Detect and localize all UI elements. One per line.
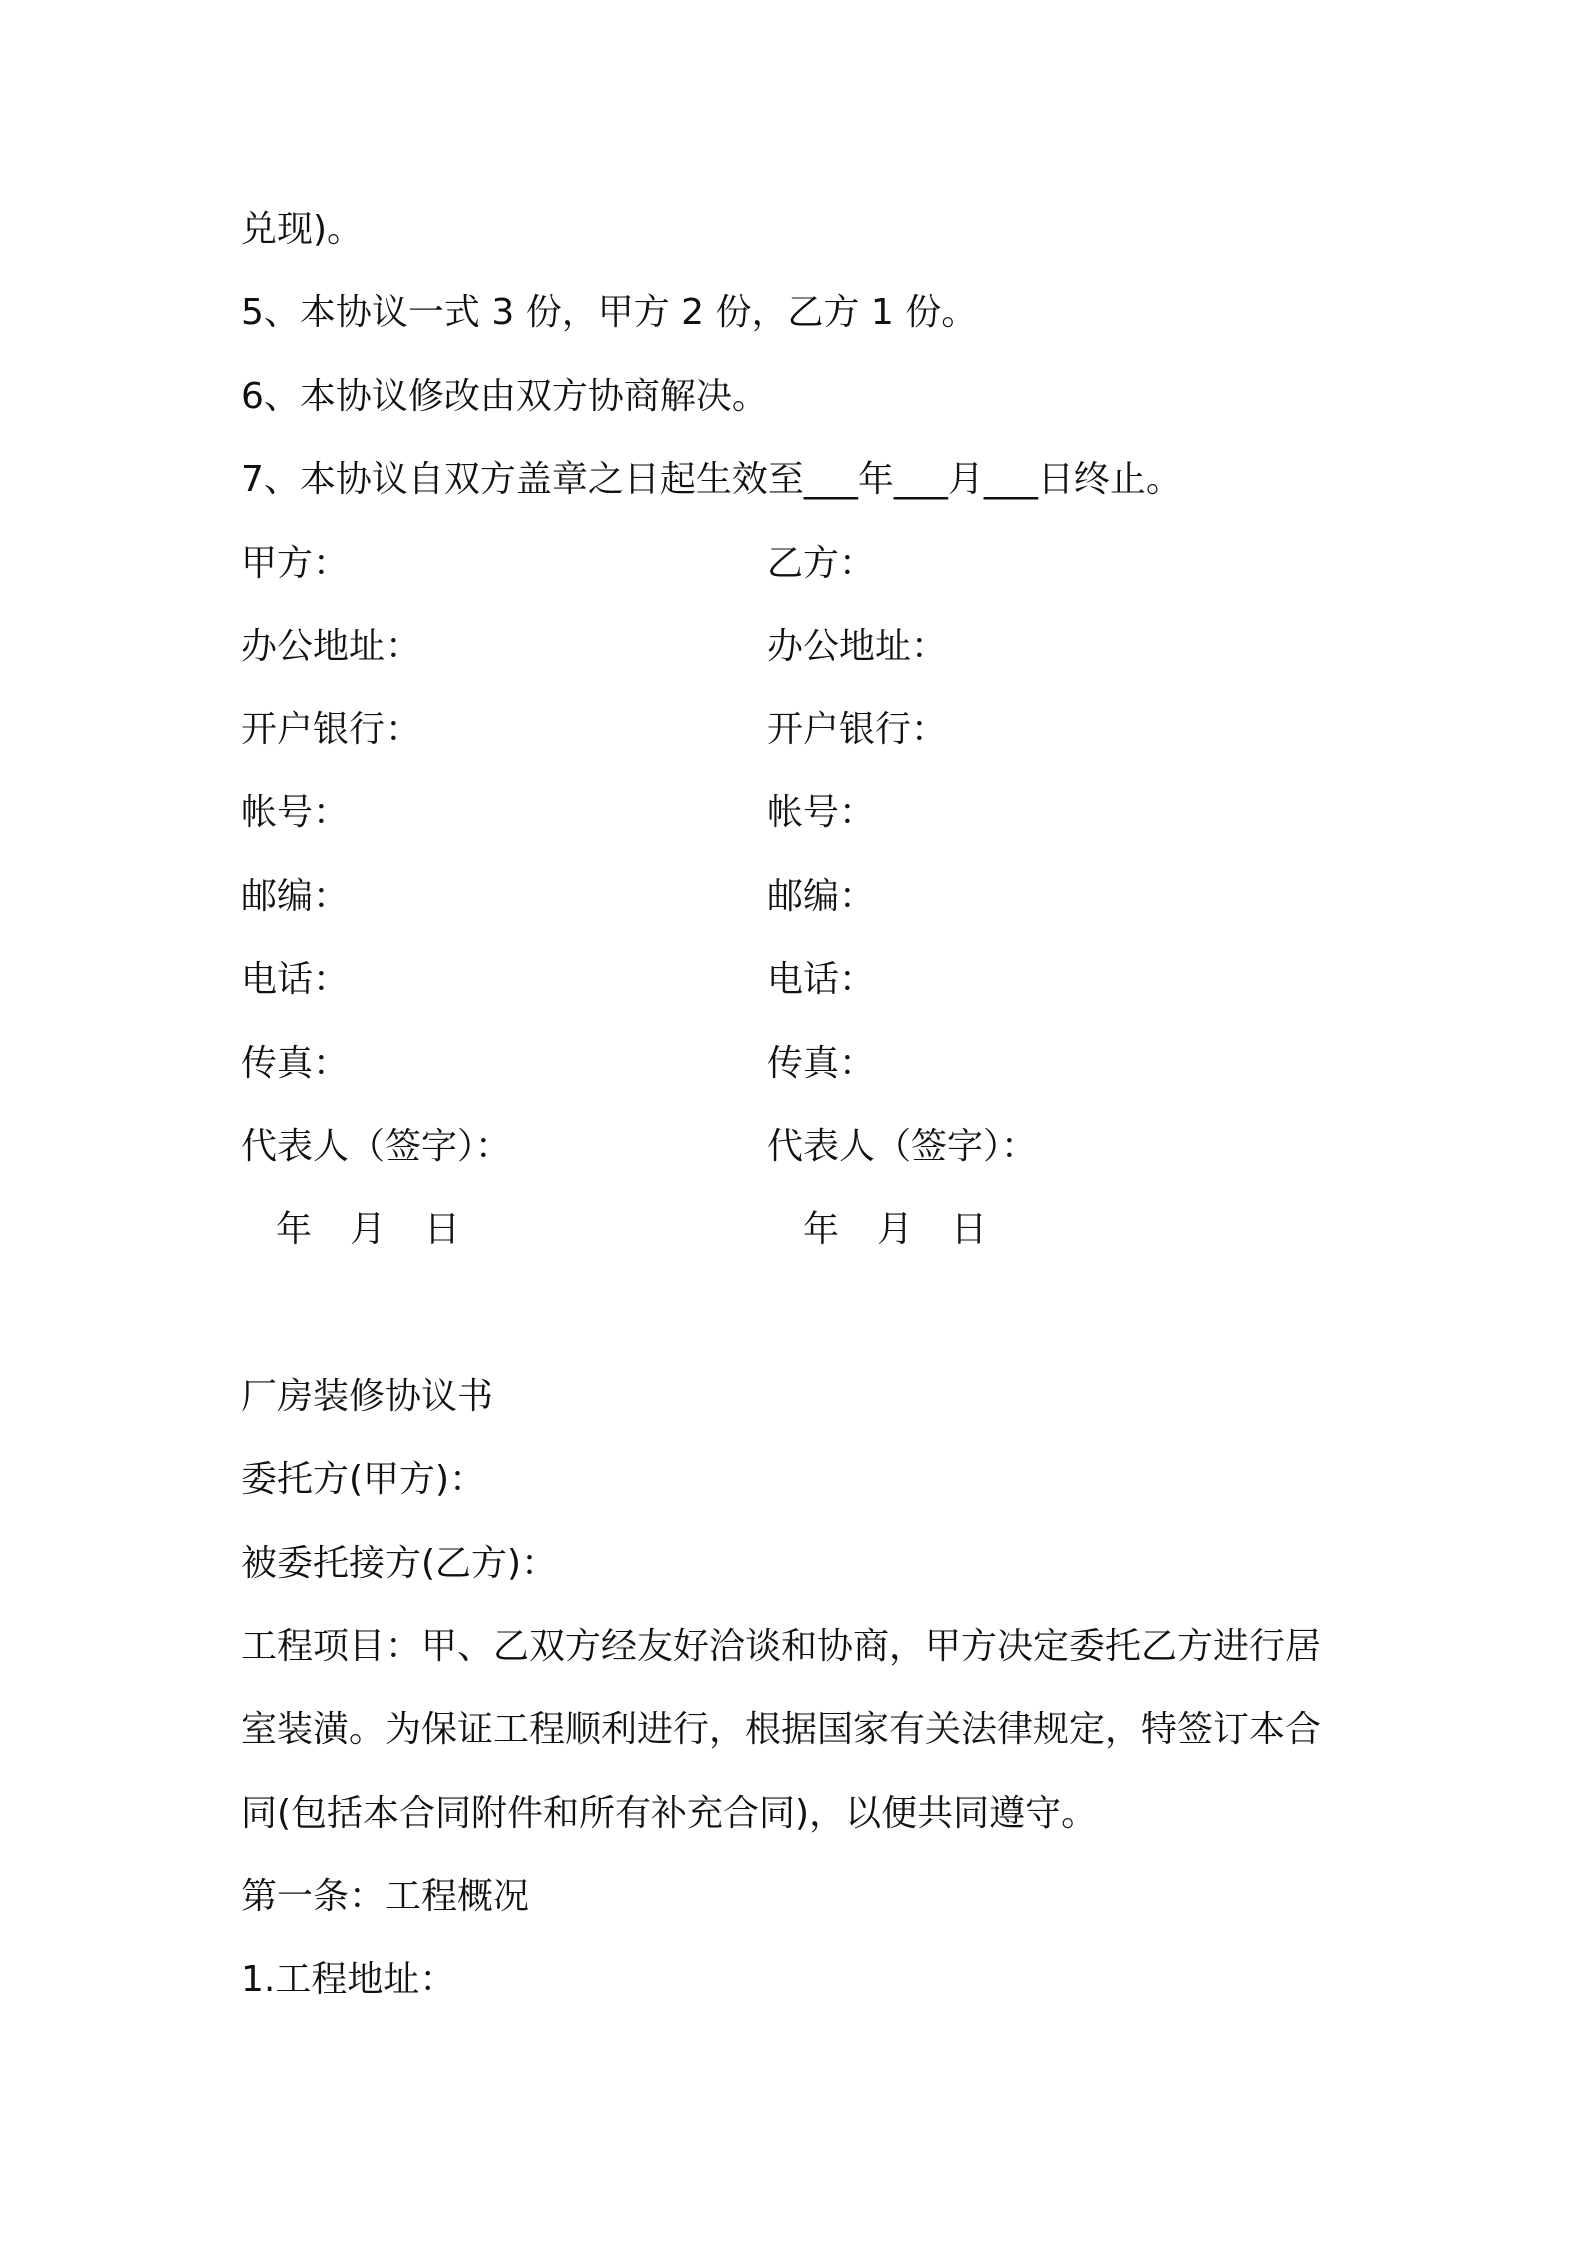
party-a-postcode: 邮编： (241, 876, 350, 917)
project-paragraph-line-2: 室装潢。为保证工程顺利进行，根据国家有关法律规定，特签订本合 (241, 1709, 1322, 1750)
party-a-date-year: 年 (276, 1209, 313, 1250)
party-b-date-month: 月 (877, 1209, 914, 1250)
clause-7: 7、本协议自双方盖章之日起生效至___年___月___日终止。 (241, 459, 1182, 500)
contract-title: 厂房装修协议书 (241, 1376, 494, 1417)
party-b-date-year: 年 (803, 1209, 840, 1250)
project-paragraph-line-3: 同(包括本合同附件和所有补充合同)，以便共同遵守。 (241, 1793, 1098, 1834)
client-party: 委托方(甲方)： (241, 1459, 486, 1500)
party-b-account: 帐号： (767, 792, 876, 833)
party-b-fax: 传真： (767, 1043, 876, 1084)
party-a-title: 甲方： (241, 543, 350, 584)
party-b-bank: 开户银行： (767, 709, 948, 750)
party-b-representative: 代表人（签字）： (767, 1126, 1038, 1167)
party-b-phone: 电话： (767, 959, 876, 1000)
item-1-project-address: 1.工程地址： (241, 1959, 456, 2000)
project-paragraph-line-1: 工程项目：甲、乙双方经友好洽谈和协商，甲方决定委托乙方进行居 (241, 1626, 1322, 1667)
party-a-bank: 开户银行： (241, 709, 422, 750)
party-b-date (803, 1206, 987, 1254)
contractor-party: 被委托接方(乙方)： (241, 1543, 558, 1584)
party-b-address: 办公地址： (767, 626, 948, 667)
party-a-address: 办公地址： (241, 626, 422, 667)
party-a-date-month: 月 (350, 1209, 387, 1250)
party-a-fax: 传真： (241, 1043, 350, 1084)
party-a-representative: 代表人（签字）： (241, 1126, 512, 1167)
article-1-heading: 第一条：工程概况 (241, 1876, 530, 1917)
party-a-date-day: 日 (424, 1209, 461, 1250)
party-b-date-day: 日 (951, 1209, 988, 1250)
party-a-date (276, 1206, 460, 1254)
party-a-phone: 电话： (241, 959, 350, 1000)
clause-continuation: 兑现)。 (241, 209, 364, 250)
clause-6: 6、本协议修改由双方协商解决。 (241, 376, 768, 417)
party-b-postcode: 邮编： (767, 876, 876, 917)
clause-5: 5、本协议一式 3 份，甲方 2 份，乙方 1 份。 (241, 292, 978, 333)
party-b-title: 乙方： (767, 543, 876, 584)
party-a-account: 帐号： (241, 792, 350, 833)
